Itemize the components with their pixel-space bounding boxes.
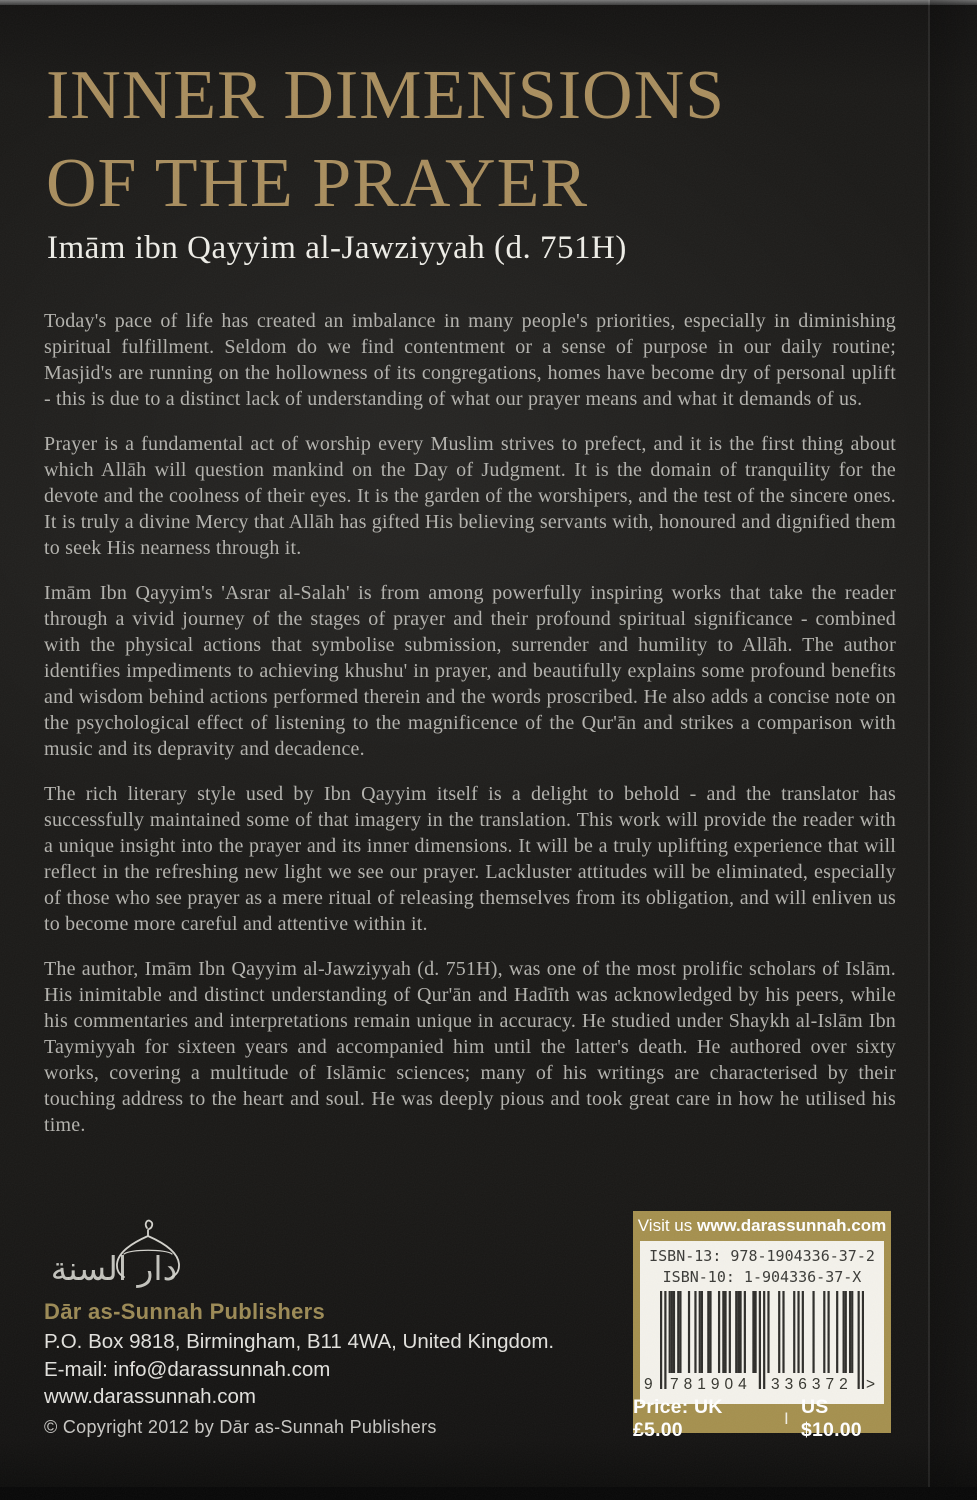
back-cover-synopsis	[44, 308, 896, 1157]
barcode-panel	[633, 1211, 891, 1441]
ean-digit-first: 9	[644, 1376, 653, 1393]
scan-edge-bottom	[0, 1487, 977, 1500]
publisher-logo-icon	[44, 1216, 196, 1296]
svg-text:دار السنة: دار السنة	[50, 1249, 178, 1288]
synopsis-paragraph: The author, Imām Ibn Qayyim al-Jawziyyah (d. 751H), was one of the most prolific scholars of Islām. His inimitable and distinct understanding of Qur'ān and Hadīth was acknowledged by his peers, while his commentaries and interpretations remain unique in accuracy. He studied under Shaykh al-Islām Ibn Taymiyyah for sixteen years and accompanied him until the latter's death. He authored over sixty works, covering a multitude of Islāmic sciences; many of his writings are characterised by their touching address to the heart and soul. He was deeply pious and took great care in how he utilised his time.	[44, 958, 896, 1136]
cover-edge-shadow	[930, 0, 977, 1500]
synopsis-paragraph: Today's pace of life has created an imbalance in many people's priorities, especially in diminishing spiritual fulfillment. Seldom do we find contentment or a sense of purpose in our daily routine; Masjid's are running on the hollowness of its congregations, homes have become dry of personal uplift - this is due to a distinct lack of understanding of what our prayer means and what it demands of us.	[44, 310, 896, 410]
book-title	[46, 52, 946, 228]
synopsis-paragraph: Prayer is a fundamental act of worship every Muslim strives to prefect, and it is the first thing about which Allāh will question mankind on the Day of Judgment. It is the domain of tranquility for the devote and the coolness of their eyes. It is the garden of the worshipers, and the test of the sincere ones. It is truly a divine Mercy that Allāh has gifted His believing servants with, honoured and dignified them to seek His nearness through it.	[44, 433, 896, 559]
synopsis-paragraph: Imām Ibn Qayyim's 'Asrar al-Salah' is from among powerfully inspiring works that take the reader through a vivid journey of the stages of prayer and their profound spiritual significance - combined with the physical actions that symbolise submission, surrender and humility to Allāh. The author identifies impediments to achieving khushu' in prayer, and beautifully explains some profound benefits and wisdom behind actions performed therein and the words proscribed. He also adds a concise note on the psychological effect of listening to the magnificence of the Qur'ān and strikes a comparison with music and its depravity and decadence.	[44, 582, 896, 760]
synopsis-paragraph: The rich literary style used by Ibn Qayyim itself is a delight to behold - and the translator has successfully maintained some of that imagery in the translation. This work will provide the reader with a unique insight into the prayer and its inner dimensions. It will be a truly uplifting experience that will reflect in the refreshing new light we see our prayer. Lackluster attitudes will be eliminated, especially of those who see prayer as a mere ritual of releasing themselves from its obligation, and will enliven us to become more careful and attentive within it.	[44, 783, 896, 935]
isbn10-text: ISBN-10: 1-904336-37-X	[662, 1268, 862, 1286]
isbn13-text: ISBN-13: 978-1904336-37-2	[649, 1247, 875, 1265]
publisher-website: www.darassunnah.com	[44, 1385, 256, 1408]
publisher-name: Dār as-Sunnah Publishers	[44, 1299, 326, 1324]
book-author: Imām ibn Qayyim al-Jawziyyah (d. 751H)	[47, 230, 627, 266]
scan-edge-top	[0, 0, 977, 5]
book-title-line2: OF THE PRAYER	[46, 145, 589, 223]
visit-us-url: www.darassunnah.com	[696, 1216, 887, 1235]
ean-digit-left-group: 781904	[670, 1376, 752, 1393]
publisher-address: P.O. Box 9818, Birmingham, B11 4WA, United Kingdom.	[44, 1330, 555, 1353]
price-band	[633, 1395, 891, 1441]
publisher-contact-block	[44, 1328, 554, 1411]
book-title-line1: INNER DIMENSIONS	[46, 57, 726, 134]
ean-digit-right-group: 336372	[771, 1376, 853, 1393]
price-us: US $10.00	[800, 1395, 862, 1441]
publisher-email: E-mail: info@darassunnah.com	[44, 1357, 331, 1381]
visit-us-label: Visit us	[637, 1216, 697, 1235]
isbn-label	[640, 1241, 884, 1404]
price-separator: I	[784, 1408, 789, 1428]
visit-us-band	[633, 1211, 891, 1241]
price-uk: Price: UK £5.00	[633, 1395, 723, 1441]
copyright-line: © Copyright 2012 by Dār as-Sunnah Publishers	[44, 1417, 437, 1437]
ean-quiet-zone-indicator: >	[866, 1376, 876, 1393]
